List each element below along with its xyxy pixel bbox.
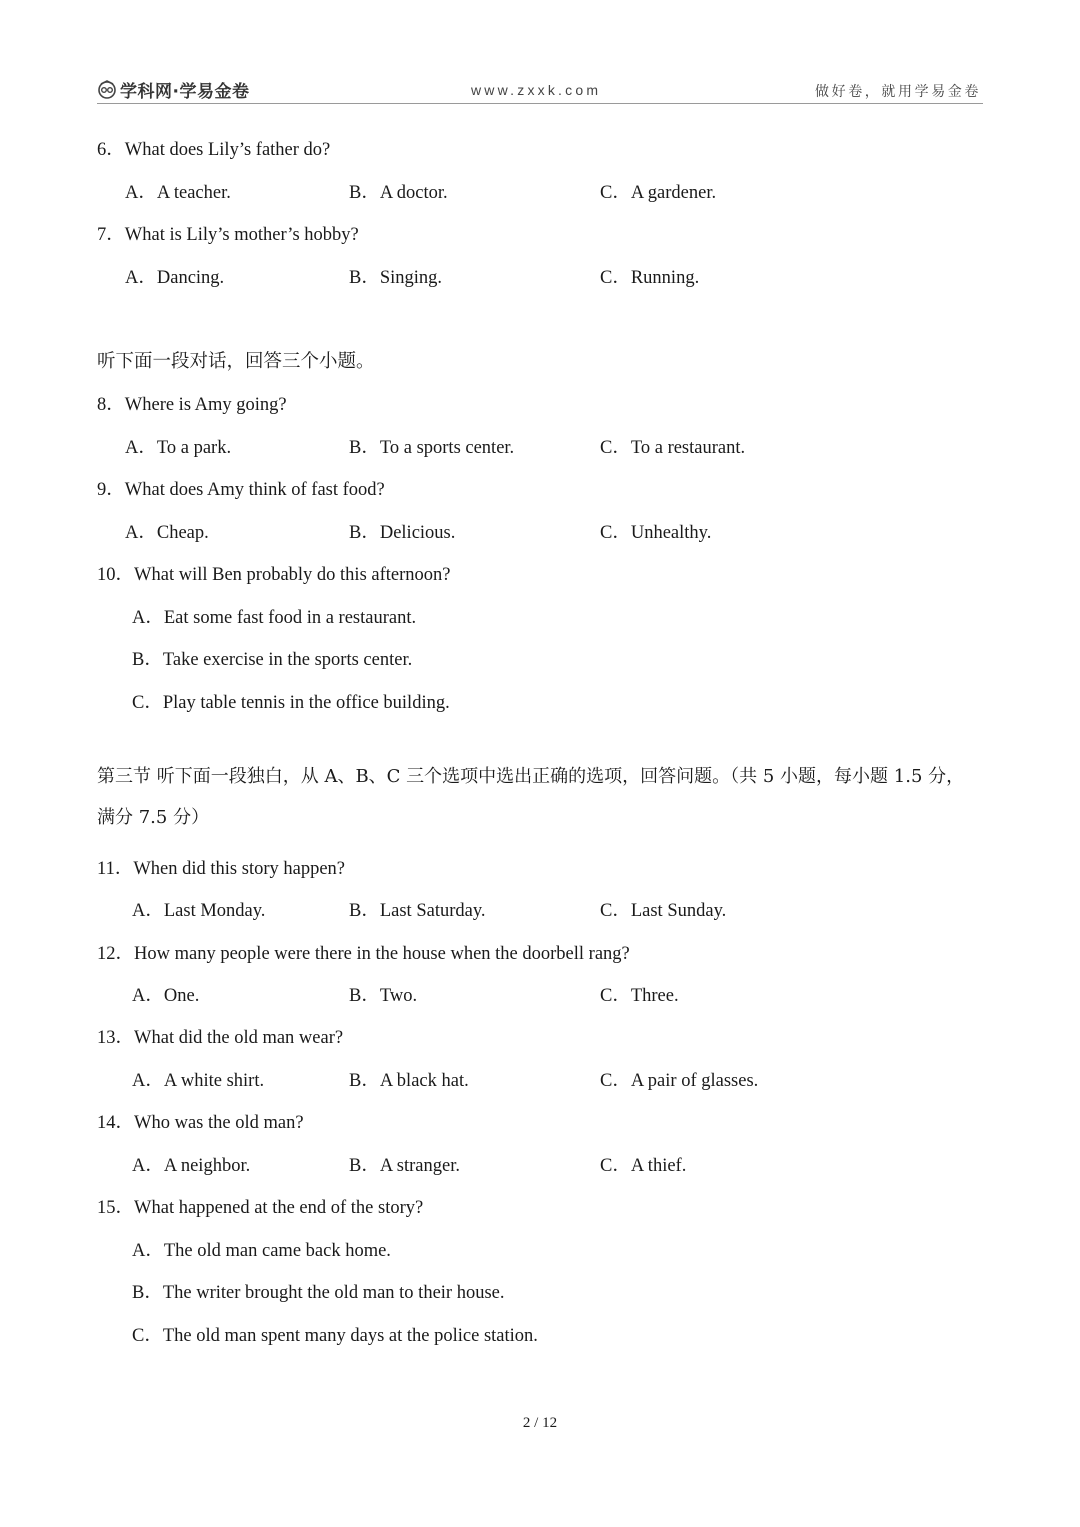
question-text: Who was the old man? — [134, 1113, 304, 1133]
brand-logo — [97, 78, 249, 100]
option-9c: C．Unhealthy. — [600, 523, 712, 543]
option-12b: B．Two. — [349, 986, 418, 1006]
section-3-heading-cont: 满分 7.5 分） — [97, 807, 210, 828]
option-6a: A．A teacher. — [125, 183, 231, 203]
option-12a: A．One. — [132, 986, 200, 1006]
question-number: 15． — [97, 1198, 135, 1218]
question-9 — [97, 478, 385, 502]
header-slogan: 做好卷，就用学易金卷 — [815, 84, 981, 100]
option-7b: B．Singing. — [349, 268, 443, 288]
option-15b: B．The writer brought the old man to their house. — [132, 1283, 505, 1303]
option-10b: B．Take exercise in the sports center. — [132, 650, 413, 670]
option-14b: B．A stranger. — [349, 1156, 460, 1176]
question-7 — [97, 223, 359, 247]
option-12c: C．Three. — [600, 986, 679, 1006]
question-number: 13． — [97, 1028, 135, 1048]
question-number: 11． — [97, 859, 134, 879]
question-number: 6． — [97, 140, 125, 160]
option-11a: A．Last Monday. — [132, 901, 266, 921]
option-11b: B．Last Saturday. — [349, 901, 486, 921]
question-text: What will Ben probably do this afternoon? — [134, 565, 451, 585]
option-11c: C．Last Sunday. — [600, 901, 727, 921]
question-6 — [97, 138, 330, 162]
question-13 — [97, 1026, 343, 1050]
question-10 — [97, 563, 451, 587]
option-13c: C．A pair of glasses. — [600, 1071, 759, 1091]
question-text: What is Lily’s mother’s hobby? — [124, 225, 359, 245]
question-number: 12． — [97, 944, 135, 964]
question-text: What does Lily’s father do? — [124, 140, 331, 160]
page-number: 2 / 12 — [522, 1415, 558, 1431]
question-text: How many people were there in the house when the doorbell rang? — [134, 944, 630, 964]
option-7c: C．Running. — [600, 268, 700, 288]
option-9a: A．Cheap. — [125, 523, 209, 543]
option-10a: A．Eat some fast food in a restaurant. — [132, 608, 417, 628]
option-8a: A．To a park. — [125, 438, 232, 458]
question-text: What happened at the end of the story? — [134, 1198, 424, 1218]
question-number: 9． — [97, 480, 125, 500]
brand-name: 学科网·学易金卷 — [120, 81, 250, 102]
question-number: 8． — [97, 395, 125, 415]
option-8c: C．To a restaurant. — [600, 438, 746, 458]
question-8 — [97, 393, 287, 417]
dialogue-instruction: 听下面一段对话，回答三个小题。 — [97, 351, 375, 372]
option-15c: C．The old man spent many days at the police station. — [132, 1326, 538, 1346]
owl-logo-icon — [97, 79, 117, 99]
question-15 — [97, 1196, 423, 1220]
question-14 — [97, 1111, 304, 1135]
option-15a: A．The old man came back home. — [132, 1241, 391, 1261]
option-8b: B．To a sports center. — [349, 438, 515, 458]
section-3-heading: 第三节 听下面一段独白，从 A、B、C 三个选项中选出正确的选项，回答问题。（共 5 小题，每小题 1.5 分， — [97, 766, 965, 787]
option-14c: C．A thief. — [600, 1156, 687, 1176]
option-14a: A．A neighbor. — [132, 1156, 251, 1176]
question-number: 10． — [97, 565, 135, 585]
option-7a: A．Dancing. — [125, 268, 225, 288]
option-6b: B．A doctor. — [349, 183, 448, 203]
option-6c: C．A gardener. — [600, 183, 717, 203]
option-9b: B．Delicious. — [349, 523, 456, 543]
question-number: 14． — [97, 1113, 135, 1133]
question-text: Where is Amy going? — [124, 395, 287, 415]
question-text: What does Amy think of fast food? — [124, 480, 385, 500]
site-url: www.zxxk.com — [471, 82, 602, 98]
page-header — [97, 76, 983, 104]
question-12 — [97, 942, 630, 966]
question-text: When did this story happen? — [133, 859, 346, 879]
option-13b: B．A black hat. — [349, 1071, 469, 1091]
question-11 — [97, 857, 345, 881]
option-10c: C．Play table tennis in the office building. — [132, 693, 450, 713]
question-number: 7． — [97, 225, 125, 245]
question-text: What did the old man wear? — [134, 1028, 344, 1048]
option-13a: A．A white shirt. — [132, 1071, 265, 1091]
